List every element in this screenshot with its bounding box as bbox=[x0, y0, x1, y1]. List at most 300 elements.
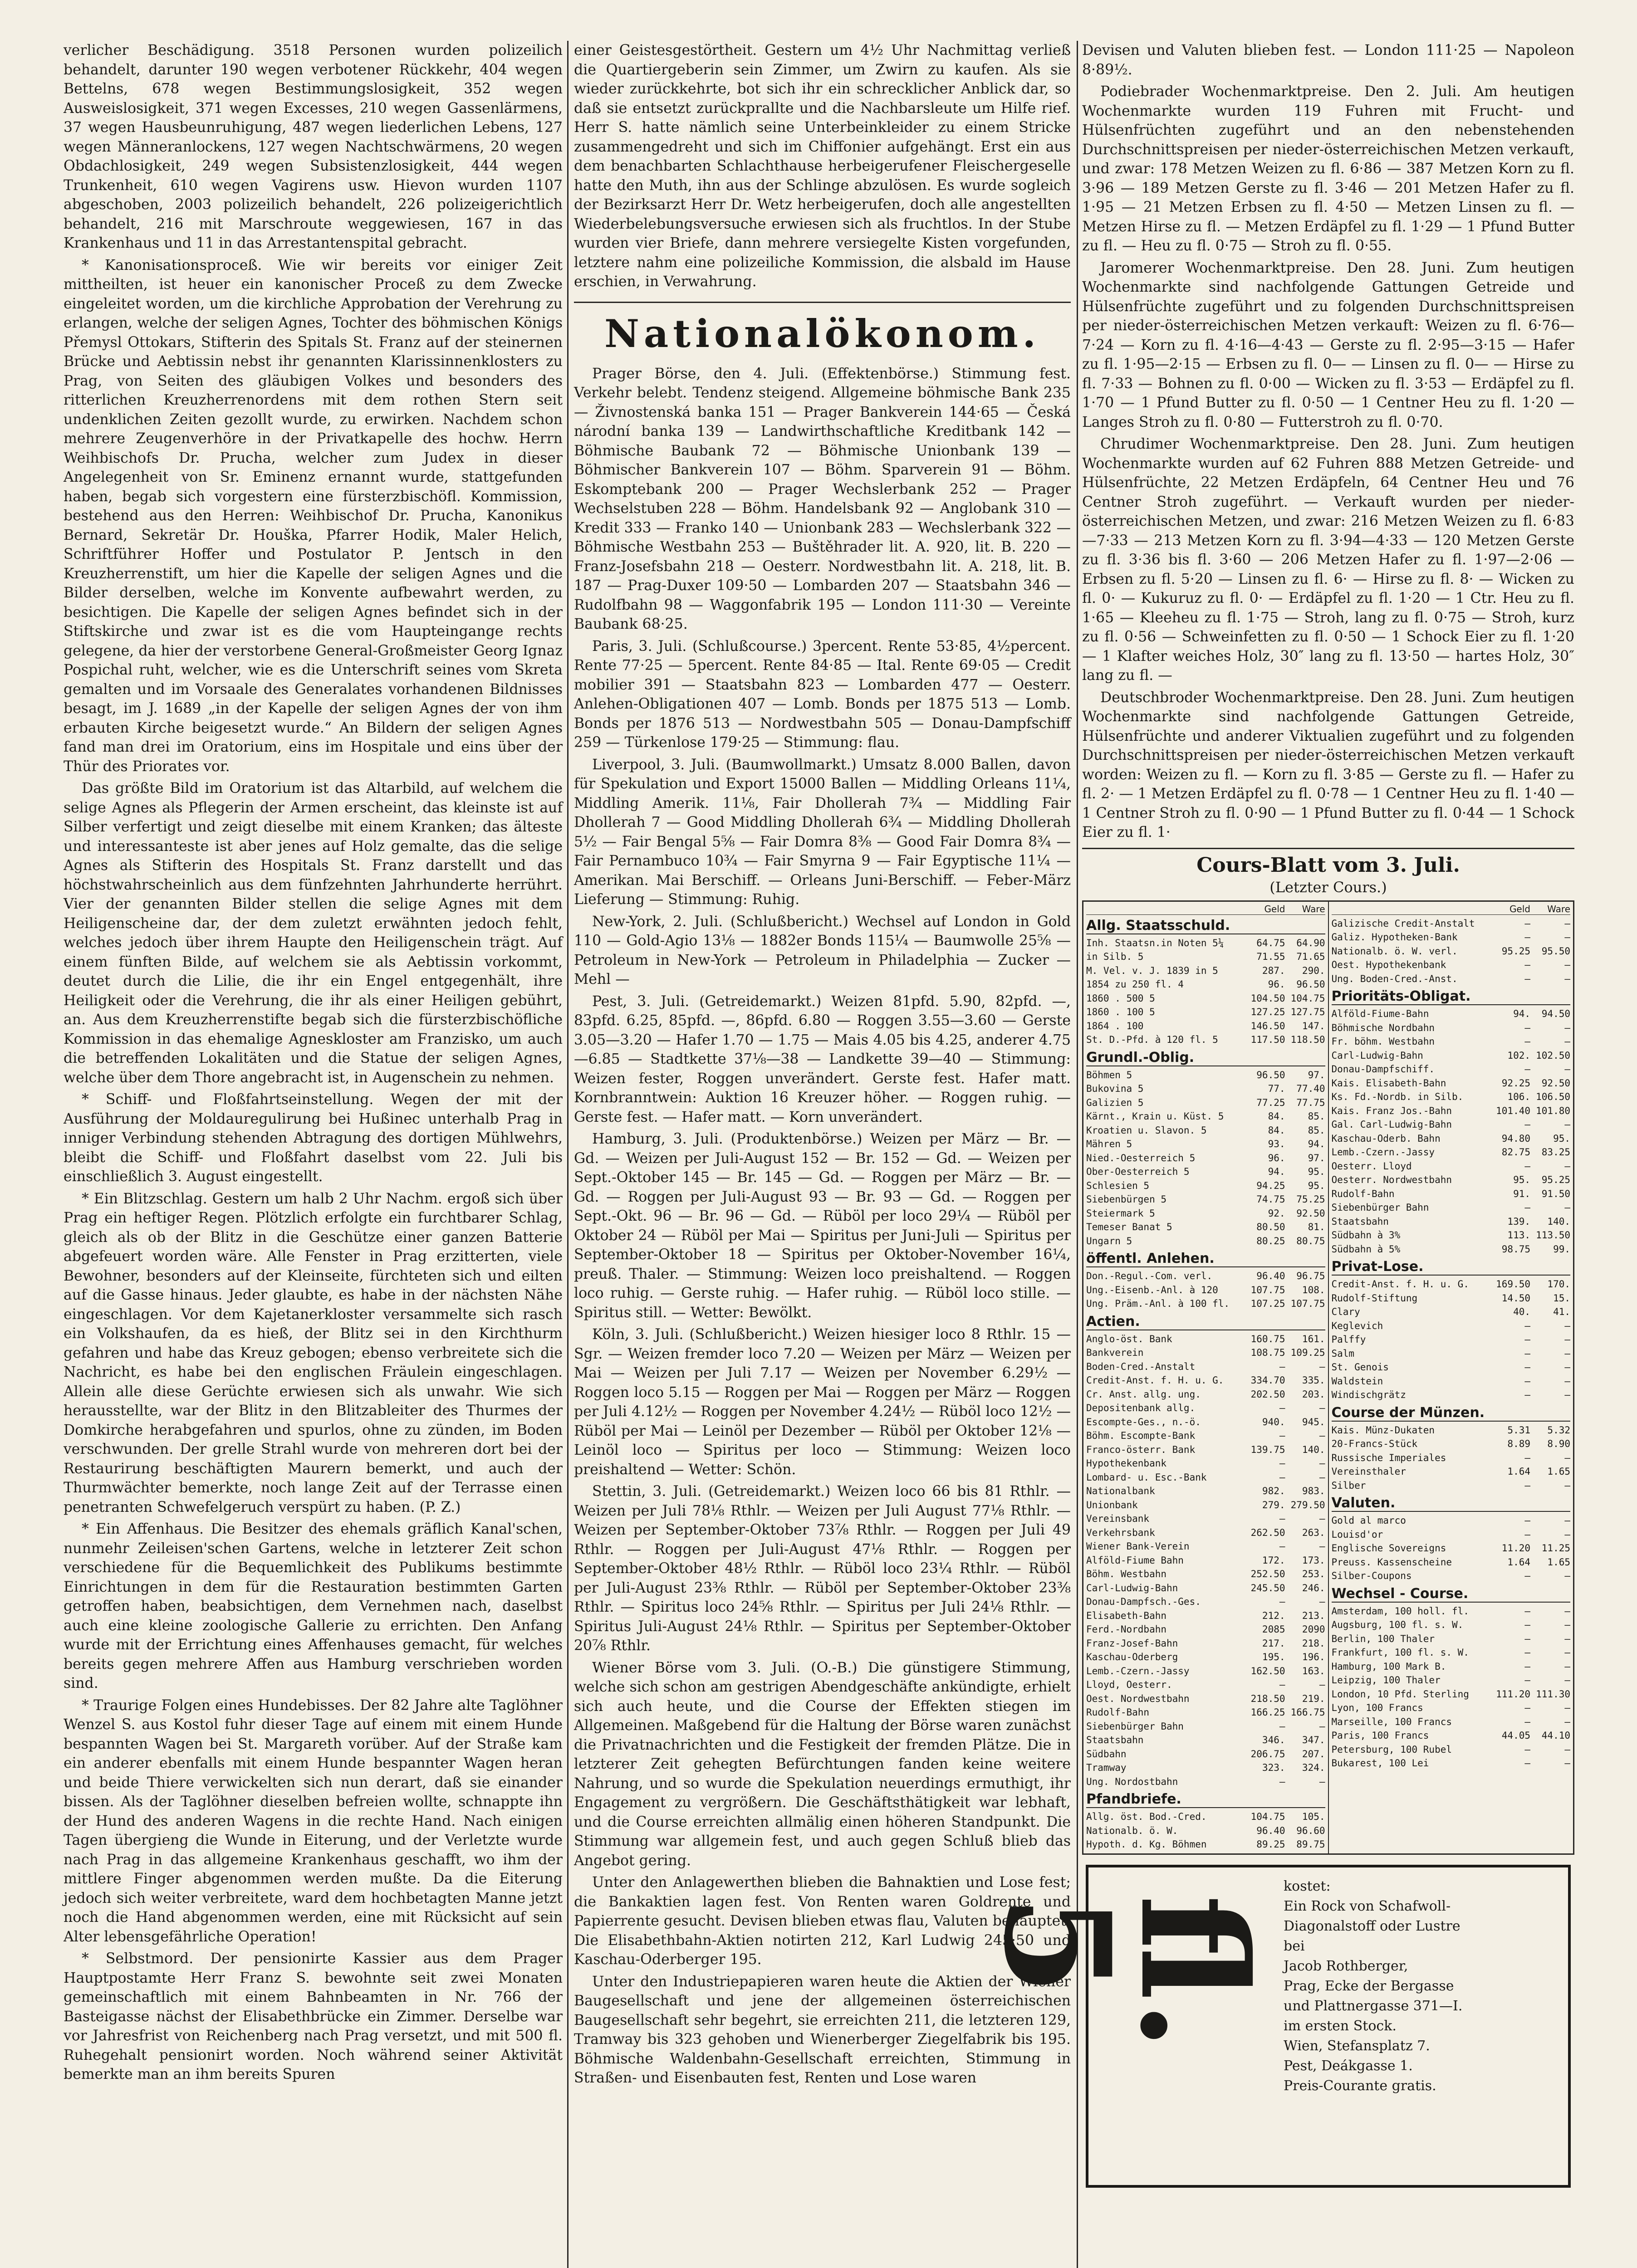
cours-name: Salm bbox=[1331, 1348, 1355, 1359]
cours-name: Staatsbahn bbox=[1331, 1216, 1389, 1227]
cours-ware: — bbox=[1564, 1675, 1570, 1686]
cours-row bbox=[1086, 1637, 1325, 1651]
cours-name: Clary bbox=[1331, 1306, 1360, 1317]
cours-ware: 96.75 bbox=[1296, 1271, 1325, 1281]
cours-name: London, 10 Pfd. Sterling bbox=[1331, 1688, 1469, 1700]
cours-geld: 94.80 bbox=[1501, 1133, 1530, 1144]
cours-row bbox=[1086, 1775, 1325, 1789]
cours-ware: 1.65 bbox=[1547, 1556, 1570, 1568]
cours-name: Oesterr. Lloyd bbox=[1331, 1160, 1412, 1172]
cours-row bbox=[1332, 1729, 1571, 1743]
cours-ware: — bbox=[1564, 918, 1570, 929]
ad-line: kostet: bbox=[1284, 1878, 1331, 1894]
cours-name: Wiener Bank-Verein bbox=[1086, 1541, 1190, 1552]
cours-row bbox=[1332, 1242, 1571, 1256]
cours-ware: 99. bbox=[1553, 1243, 1570, 1255]
cours-name: Elisabeth-Bahn bbox=[1086, 1610, 1167, 1621]
cours-ware: — bbox=[1319, 1721, 1325, 1732]
cours-ware: 2090 bbox=[1302, 1624, 1325, 1635]
cours-ware: — bbox=[1564, 1758, 1570, 1769]
cours-geld: 101.40 bbox=[1496, 1105, 1530, 1116]
cours-row bbox=[1332, 1618, 1571, 1632]
cours-geld: 96.40 bbox=[1256, 1825, 1285, 1836]
cours-geld: 287. bbox=[1262, 965, 1285, 976]
cours-geld: — bbox=[1524, 1452, 1530, 1463]
cours-section-heading: Course der Münzen. bbox=[1332, 1405, 1571, 1422]
cours-name: St. Genois bbox=[1331, 1362, 1389, 1373]
cours-geld: 195. bbox=[1262, 1652, 1285, 1662]
cours-name: Augsburg, 100 fl. s. W. bbox=[1331, 1619, 1464, 1630]
cours-geld: 96.40 bbox=[1256, 1271, 1285, 1281]
cours-ware: — bbox=[1564, 1348, 1570, 1359]
cours-name: Vereinsthaler bbox=[1331, 1466, 1406, 1477]
cours-row bbox=[1332, 1632, 1571, 1646]
cours-geld: 89.25 bbox=[1256, 1839, 1285, 1850]
cours-ware: 111.30 bbox=[1536, 1688, 1570, 1700]
cours-ware: 96.60 bbox=[1296, 1825, 1325, 1836]
cours-geld: 146.50 bbox=[1250, 1020, 1285, 1031]
cours-geld: 162.50 bbox=[1250, 1665, 1285, 1677]
cours-name: Nationalb. ö. W. verl. bbox=[1331, 945, 1458, 957]
cours-row bbox=[1332, 1104, 1571, 1118]
cours-geld: — bbox=[1279, 1776, 1285, 1787]
cours-geld: 74.75 bbox=[1256, 1194, 1285, 1205]
cours-geld: — bbox=[1279, 1458, 1285, 1469]
cours-name: Fr. böhm. Westbahn bbox=[1331, 1036, 1435, 1047]
cours-section-heading: Actien. bbox=[1086, 1314, 1325, 1330]
cours-geld: 218.50 bbox=[1250, 1693, 1285, 1704]
cours-geld: 166.25 bbox=[1250, 1707, 1285, 1718]
cours-name: Ung. Nordostbahn bbox=[1086, 1776, 1178, 1787]
cours-ware: 324. bbox=[1302, 1762, 1325, 1773]
cours-name: Windischgrätz bbox=[1331, 1389, 1406, 1400]
cours-row bbox=[1086, 1346, 1325, 1360]
cours-geld: — bbox=[1524, 1633, 1530, 1644]
cours-name: St. D.-Pfd. à 120 fl. 5 bbox=[1086, 1034, 1218, 1045]
cours-ware: 109.25 bbox=[1290, 1347, 1325, 1358]
cours-geld: 94.25 bbox=[1256, 1180, 1285, 1191]
cours-row bbox=[1332, 958, 1571, 972]
cours-geld: 323. bbox=[1262, 1762, 1285, 1773]
article-paragraph: verlicher Beschädigung. 3518 Personen wurden polizeilich behandelt, darunter 190 wegen verbotener Rückkehr, 404 wegen Bettelns, 678 wegen Bestimmungslosigkeit, 352 wegen Ausweislosigkeit, 371 wegen Excesses, 210 wegen Gassenlärmens, 37 wegen Hausbeunruhigung, 487 wegen liederlichen Lebens, 127 wegen Männeranlockens, 127 wegen Nachtschwärmens, 20 wegen Obdachlosigkeit, 249 wegen Subsistenzlosigkeit, 444 wegen Trunkenheit, 610 wegen Vagirens usw. Hievon wurden 1107 abgeschoben, 2003 polizeilich behandelt, 226 polizeigerichtlich behandelt, 216 mit Marschroute weggewiesen, 167 in das Krankenhaus und 11 in das Arrestantenspital gebracht. bbox=[64, 42, 563, 251]
cours-ware: 95. bbox=[1308, 1166, 1325, 1177]
cours-name: Ung. Boden-Cred.-Anst. bbox=[1331, 973, 1458, 984]
cours-geld: — bbox=[1524, 1515, 1530, 1526]
cours-ware: — bbox=[1564, 1389, 1570, 1400]
cours-ware: — bbox=[1564, 1036, 1570, 1047]
cours-geld: 96. bbox=[1268, 1152, 1285, 1163]
cours-name: Franz-Josef-Bahn bbox=[1086, 1637, 1178, 1649]
cours-ware: — bbox=[1564, 1529, 1570, 1540]
cours-ware: 196. bbox=[1302, 1652, 1325, 1662]
cours-ware: — bbox=[1319, 1471, 1325, 1483]
cours-ware: — bbox=[1564, 1334, 1570, 1345]
cours-row bbox=[1332, 1228, 1571, 1242]
cours-geld: — bbox=[1524, 1375, 1530, 1387]
cours-name: Lemb.-Czern.-Jassy bbox=[1331, 1147, 1435, 1158]
cours-blatt-subtitle: (Letzter Cours.) bbox=[1269, 878, 1387, 896]
cours-name: Credit-Anst. f. H. u. G. bbox=[1331, 1279, 1469, 1290]
cours-ware: — bbox=[1564, 1202, 1570, 1213]
cours-ware: 5.32 bbox=[1547, 1424, 1570, 1436]
cours-ware: 97. bbox=[1308, 1069, 1325, 1080]
cours-geld: — bbox=[1279, 1361, 1285, 1372]
cours-row bbox=[1086, 1526, 1325, 1540]
cours-ware: 91.50 bbox=[1541, 1188, 1570, 1199]
cours-row bbox=[1332, 1145, 1571, 1159]
cours-ware: 85. bbox=[1308, 1124, 1325, 1136]
cours-row bbox=[1332, 1646, 1571, 1660]
cours-row bbox=[1332, 1215, 1571, 1229]
cours-geld: 107.75 bbox=[1250, 1284, 1285, 1295]
cours-name: Galiz. Hypotheken-Bank bbox=[1331, 932, 1458, 943]
cours-geld: 5.31 bbox=[1507, 1424, 1530, 1436]
cours-geld: — bbox=[1279, 1513, 1285, 1524]
cours-row bbox=[1086, 1623, 1325, 1637]
cours-geld: 346. bbox=[1262, 1735, 1285, 1745]
cours-name: Rudolf-Stiftung bbox=[1331, 1292, 1418, 1304]
article-paragraph: * Selbstmord. Der pensionirte Kassier aus dem Prager Hauptpostamte Herr Franz S. bewohnte seit zwei Monaten gemeinschaftlich mit einem Bahnbeamten in Nr. 766 der Basteigasse nächst der Elisabethbrücke ein Zimmer. Derselbe war vor Jahresfrist von Reichenberg nach Prag versetzt, und mit 500 fl. Ruhegehalt pensionirt worden. Noch während seiner Aktivität bemerkte man an ihm bereits Spuren bbox=[64, 1950, 563, 2082]
cours-geld: — bbox=[1279, 1679, 1285, 1690]
cours-name: Louisd'or bbox=[1331, 1529, 1383, 1540]
cours-row bbox=[1332, 1541, 1571, 1555]
cours-row bbox=[1086, 1457, 1325, 1471]
cours-ware: — bbox=[1564, 1661, 1570, 1672]
cours-geld: — bbox=[1524, 1320, 1530, 1331]
cours-name: Waldstein bbox=[1331, 1375, 1383, 1387]
cours-name: Hypoth. d. Kg. Böhmen bbox=[1086, 1839, 1207, 1850]
cours-row bbox=[1332, 1201, 1571, 1215]
cours-ware: — bbox=[1564, 1515, 1570, 1526]
cours-row bbox=[1332, 1159, 1571, 1173]
page-body bbox=[64, 41, 1574, 2268]
cours-ware: 95. bbox=[1308, 1180, 1325, 1191]
cours-row bbox=[1332, 1388, 1571, 1402]
cours-ware: 218. bbox=[1302, 1637, 1325, 1649]
cours-ware: — bbox=[1564, 1362, 1570, 1373]
cours-row bbox=[1086, 1810, 1325, 1824]
cours-name: Oest. Nordwestbahn bbox=[1086, 1693, 1190, 1704]
cours-geld: — bbox=[1524, 959, 1530, 970]
column-divider bbox=[567, 41, 569, 2268]
cours-ware: 41. bbox=[1553, 1306, 1570, 1317]
cours-ware: — bbox=[1564, 1480, 1570, 1491]
cours-name: Mähren 5 bbox=[1086, 1139, 1132, 1149]
cours-row bbox=[1086, 978, 1325, 992]
cours-geld: 104.75 bbox=[1250, 1811, 1285, 1822]
cours-ware: — bbox=[1564, 1605, 1570, 1617]
cours-ware: 8.90 bbox=[1547, 1438, 1570, 1449]
cours-row bbox=[1086, 1664, 1325, 1678]
cours-name: Rudolf-Bahn bbox=[1086, 1707, 1150, 1718]
article-paragraph: Deutschbroder Wochenmarktpreise. Den 28. Juni. Zum heutigen Wochenmarkte sind nachfolgende Gattungen Getreide, Hülsenfrüchte und anderer Viktualien zugeführt und zu folgenden Durchschnittspreisen per nieder-österreichischen Metzen verkauft worden: Weizen zu fl. — Korn zu fl. 3·85 — Gerste zu fl. — Hafer zu fl. 2· — 1 Metzen Erdäpfel zu fl. 0·78 — 1 Centner Heu zu fl. 1·40 — 1 Centner Stroh zu fl. 0·90 — 1 Pfund Butter zu fl. 0·44 — 1 Schock Eier zu fl. 1· bbox=[1082, 689, 1574, 841]
cours-ware: 104.75 bbox=[1290, 992, 1325, 1004]
cours-row bbox=[1332, 1423, 1571, 1437]
cours-ware: — bbox=[1564, 973, 1570, 984]
cours-geld: — bbox=[1524, 1716, 1530, 1727]
cours-ware: 44.10 bbox=[1541, 1730, 1570, 1741]
cours-name: Bukovina 5 bbox=[1086, 1083, 1144, 1094]
cours-name: Böhm. Escompte-Bank bbox=[1086, 1430, 1196, 1441]
header-ware: Ware bbox=[1302, 903, 1325, 914]
cours-row bbox=[1332, 1305, 1571, 1319]
cours-ware: — bbox=[1564, 1619, 1570, 1630]
cours-row bbox=[1086, 1165, 1325, 1179]
cours-name: Böhm. Westbahn bbox=[1086, 1569, 1167, 1579]
cours-row bbox=[1332, 1347, 1571, 1361]
cours-name: Unionbank bbox=[1086, 1499, 1138, 1510]
cours-section-heading: Wechsel - Course. bbox=[1332, 1586, 1571, 1603]
cours-ware: 203. bbox=[1302, 1388, 1325, 1400]
cours-ware: 96.50 bbox=[1296, 979, 1325, 990]
cours-row bbox=[1332, 1333, 1571, 1347]
cours-ware: 71.65 bbox=[1296, 951, 1325, 962]
cours-name: Alföld-Fiume-Bahn bbox=[1331, 1008, 1429, 1019]
article-paragraph: Liverpool, 3. Juli. (Baumwollmarkt.) Umsatz 8.000 Ballen, davon für Spekulation und Export 15000 Ballen — Middling Orleans 11¼, Middling Amerik. 11⅛, Fair Dhollerah 7¾ — Middling Fair Dhollerah 7 — Good Middling Dhollerah 6¾ — Middling Dhollerah 5½ — Fair Bengal 5⅝ — Fair Domra 8⅜ — Good Fair Domra 8¾ — Fair Pernambuco 10¾ — Fair Smyrna 9 — Fair Egyptische 11¼ — Amerikan. Mai Berschiff. — Orleans Juni-Berschiff. — Feber-März Lieferung — Stimmung: Ruhig. bbox=[574, 756, 1071, 908]
cours-ware: — bbox=[1564, 1702, 1570, 1713]
article-paragraph: Paris, 3. Juli. (Schlußcourse.) 3percent. Rente 53·85, 4½percent. Rente 77·25 — 5percent. Rente 84·85 — Ital. Rente 69·05 — Credit mobilier 391 — Staatsbahn 823 — Lombarden 477 — Oesterr. Anlehen-Obligationen 407 — Lomb. Bonds per 1875 513 — Lomb. Bonds per 1876 513 — Nordwestbahn 505 — Donau-Dampfschiff 259 — Türkenlose 179·25 — Stimmung: flau. bbox=[574, 638, 1071, 751]
cours-ware: — bbox=[1564, 1375, 1570, 1387]
ad-price: fl. 5 bbox=[972, 1894, 1278, 2051]
cours-ware: 219. bbox=[1302, 1693, 1325, 1704]
cours-row bbox=[1086, 1498, 1325, 1512]
cours-geld: 108.75 bbox=[1250, 1347, 1285, 1358]
cours-ware: 140. bbox=[1302, 1444, 1325, 1455]
cours-name: Schlesien 5 bbox=[1086, 1180, 1150, 1191]
cours-ware: 92.50 bbox=[1296, 1207, 1325, 1219]
cours-row bbox=[1332, 1479, 1571, 1493]
cours-geld: 982. bbox=[1262, 1486, 1285, 1496]
cours-row bbox=[1086, 1733, 1325, 1747]
cours-geld: — bbox=[1524, 1570, 1530, 1581]
cours-section-heading: Pfandbriefe. bbox=[1086, 1791, 1325, 1808]
advertisement-rothberger bbox=[972, 1865, 1571, 2188]
cours-row bbox=[1086, 1068, 1325, 1082]
cours-name: Bankverein bbox=[1086, 1347, 1144, 1358]
cours-ware: 173. bbox=[1302, 1554, 1325, 1566]
cours-ware: 77.40 bbox=[1296, 1083, 1325, 1094]
cours-table-right bbox=[1329, 902, 1573, 1853]
cours-ware: — bbox=[1319, 1403, 1325, 1413]
cours-ware: — bbox=[1564, 1160, 1570, 1172]
article-paragraph: Devisen und Valuten blieben fest. — London 111·25 — Napoleon 8·89½. bbox=[1082, 42, 1574, 78]
cours-row bbox=[1332, 1701, 1571, 1715]
cours-row bbox=[1332, 1090, 1571, 1104]
cours-geld: 96. bbox=[1268, 979, 1285, 990]
cours-name: 1860 . 500 5 bbox=[1086, 992, 1155, 1004]
cours-row bbox=[1332, 1187, 1571, 1201]
cours-geld: 14.50 bbox=[1501, 1292, 1530, 1304]
cours-row bbox=[1086, 1429, 1325, 1443]
cours-row bbox=[1332, 1756, 1571, 1770]
cours-row bbox=[1332, 1118, 1571, 1132]
cours-geld: — bbox=[1524, 1647, 1530, 1658]
cours-name: Preuss. Kassenscheine bbox=[1331, 1556, 1452, 1568]
cours-geld: — bbox=[1279, 1403, 1285, 1413]
cours-name: 20-Francs-Stück bbox=[1331, 1438, 1418, 1449]
cours-name: M. Vel. v. J. 1839 in 5 bbox=[1086, 965, 1218, 976]
cours-ware: 101.80 bbox=[1536, 1105, 1570, 1116]
cours-row bbox=[1086, 1443, 1325, 1457]
cours-geld: 139. bbox=[1507, 1216, 1530, 1227]
cours-ware: 81. bbox=[1308, 1222, 1325, 1232]
cours-geld: 71.55 bbox=[1256, 951, 1285, 962]
cours-geld: 245.50 bbox=[1250, 1582, 1285, 1593]
cours-ware: 983. bbox=[1302, 1486, 1325, 1496]
cours-ware: — bbox=[1564, 932, 1570, 943]
cours-name: Galizien 5 bbox=[1086, 1097, 1144, 1108]
cours-name: Amsterdam, 100 holl. fl. bbox=[1331, 1605, 1469, 1617]
cours-name: Vereinsbank bbox=[1086, 1513, 1150, 1524]
cours-geld: 8.89 bbox=[1507, 1438, 1530, 1449]
ad-line: Preis-Courante gratis. bbox=[1284, 2077, 1436, 2094]
cours-row bbox=[1332, 944, 1571, 958]
cours-row bbox=[1332, 1569, 1571, 1583]
cours-geld: 1.64 bbox=[1507, 1556, 1530, 1568]
cours-name: Ungarn 5 bbox=[1086, 1235, 1132, 1246]
cours-geld: 84. bbox=[1268, 1111, 1285, 1122]
cours-ware: 102.50 bbox=[1536, 1050, 1570, 1061]
cours-ware: 166.75 bbox=[1290, 1707, 1325, 1718]
cours-ware: — bbox=[1564, 1064, 1570, 1075]
cours-row bbox=[1086, 1283, 1325, 1297]
cours-geld: 160.75 bbox=[1250, 1333, 1285, 1344]
cours-geld: 84. bbox=[1268, 1124, 1285, 1136]
cours-row bbox=[1332, 1007, 1571, 1021]
cours-row bbox=[1332, 930, 1571, 944]
cours-name: Lemb.-Czern.-Jassy bbox=[1086, 1665, 1190, 1677]
cours-row bbox=[1086, 964, 1325, 978]
cours-geld: 11.20 bbox=[1501, 1543, 1530, 1554]
article-paragraph: * Ein Blitzschlag. Gestern um halb 2 Uhr Nachm. ergoß sich über Prag ein heftiger Regen. Plötzlich erfolgte ein furchtbarer Schlag, gleich als ob der Blitz in die Geschütze einer ganzen Batterie abgefeuert worden wäre. Alle Fenster in Prag erzitterten, viele Bewohner, besonders auf der Kleinseite, fürchteten sich und eilten auf die Gasse hinaus. Jeder glaubte, es habe in der nächsten Nähe eingeschlagen. Vor dem Kajetanerkloster versammelte sich rasch ein Volkshaufen, da es hieß, der Blitz sei in den Kirchthurm gefahren und habe das Kreuz gebogen; ebenso verbreitete sich die Nachricht, es habe bei den englischen Fräulein eingeschlagen. Allein alle diese Gerüchte erwiesen sich als unwahr. Wie sich herausstellte, war der Blitz in den Blitzableiter des Thurmes der Domkirche herabgefahren und spurlos, ohne zu zünden, im Boden verschwunden. Der grelle Strahl wurde von mehreren dort bei der Restaurirung beschäftigten Maurern bemerkt, und auch der Thurmwächter bemerkte, noch lange Zeit auf der Terrasse einen penetranten Schwefelgeruch verspürt zu haben. (P. Z.) bbox=[64, 1190, 563, 1515]
cours-geld: 80.25 bbox=[1256, 1235, 1285, 1246]
cours-row bbox=[1332, 1062, 1571, 1076]
cours-geld: 80.50 bbox=[1256, 1222, 1285, 1232]
cours-row bbox=[1086, 1747, 1325, 1761]
cours-geld: — bbox=[1524, 1064, 1530, 1075]
cours-name: Temeser Banat 5 bbox=[1086, 1222, 1172, 1232]
cours-ware: — bbox=[1564, 1716, 1570, 1727]
cours-ware: 263. bbox=[1302, 1527, 1325, 1538]
cours-geld: 94. bbox=[1268, 1166, 1285, 1177]
cours-row bbox=[1086, 1838, 1325, 1852]
cours-row bbox=[1332, 1528, 1571, 1542]
cours-geld: — bbox=[1524, 973, 1530, 984]
cours-geld: — bbox=[1524, 1744, 1530, 1755]
cours-ware: 108. bbox=[1302, 1284, 1325, 1295]
cours-name: Escompte-Ges., n.-ö. bbox=[1086, 1416, 1201, 1427]
cours-row bbox=[1086, 1124, 1325, 1138]
cours-ware: 207. bbox=[1302, 1748, 1325, 1760]
cours-name: Oest. Hypothekenbank bbox=[1331, 959, 1446, 970]
cours-row bbox=[1086, 1401, 1325, 1415]
cours-row bbox=[1086, 1484, 1325, 1498]
cours-name: Paris, 100 Francs bbox=[1331, 1730, 1429, 1741]
cours-name: Alföld-Fiume Bahn bbox=[1086, 1554, 1184, 1566]
cours-name: Kais. Franz Jos.-Bahn bbox=[1331, 1105, 1452, 1116]
cours-ware: 92.50 bbox=[1541, 1077, 1570, 1089]
cours-geld: 92.25 bbox=[1501, 1077, 1530, 1089]
cours-ware: 106.50 bbox=[1536, 1091, 1570, 1102]
cours-row bbox=[1332, 1049, 1571, 1063]
cours-ware: — bbox=[1319, 1361, 1325, 1372]
cours-ware: 95.50 bbox=[1541, 945, 1570, 957]
cours-geld: — bbox=[1524, 1480, 1530, 1491]
cours-section-heading: Prioritäts-Obligat. bbox=[1332, 988, 1571, 1005]
cours-row bbox=[1086, 1297, 1325, 1311]
article-paragraph: Chrudimer Wochenmarktpreise. Den 28. Juni. Zum heutigen Wochenmarkte wurden auf 62 Fuhren 888 Metzen Getreide- und Hülsenfrüchte, 22 Metzen Erdäpfeln, 64 Centner Heu und 76 Centner Stroh zugeführt. — Verkauft wurden per nieder-österreichischen Metzen, und zwar: 216 Metzen Weizen zu fl. 6·83—7·33 — 213 Metzen Korn zu fl. 3·94—4·33 — 120 Metzen Gerste zu fl. 3·36 bis fl. 3·60 — 206 Metzen Hafer zu fl. 1·97—2·06 — Erbsen zu fl. 5·20 — Linsen zu fl. 6· — Hirse zu fl. 8· — Wicken zu fl. 0· — Kukuruz zu fl. 0· — Erdäpfel zu fl. 1·20 — 1 Ctr. Heu zu fl. 1·65 — Kleeheu zu fl. 1·75 — Stroh, lang zu fl. 0·75 — Stroh, kurz zu fl. 0·56 — Schweinfetten zu fl. 0·50 — 1 Schock Eier zu fl. 1·20 — 1 Klafter weiches Holz, 30″ lang zu fl. 13·50 — hartes Holz, 30″ lang zu fl. — bbox=[1082, 436, 1574, 684]
cours-name: Nationalbank bbox=[1086, 1486, 1155, 1496]
cours-ware: — bbox=[1319, 1596, 1325, 1607]
cours-geld: — bbox=[1524, 1022, 1530, 1033]
cours-geld: — bbox=[1279, 1471, 1285, 1483]
cours-geld: 202.50 bbox=[1250, 1388, 1285, 1400]
cours-geld: 206.75 bbox=[1250, 1748, 1285, 1760]
cours-row bbox=[1332, 1451, 1571, 1465]
header-ware: Ware bbox=[1547, 903, 1570, 914]
cours-row bbox=[1086, 1706, 1325, 1720]
cours-ware: 77.75 bbox=[1296, 1097, 1325, 1108]
cours-ware: — bbox=[1564, 959, 1570, 970]
cours-row bbox=[1332, 1291, 1571, 1305]
cours-ware: — bbox=[1319, 1776, 1325, 1787]
cours-ware: 170. bbox=[1547, 1279, 1570, 1290]
cours-name: Anglo-öst. Bank bbox=[1086, 1333, 1172, 1344]
cours-row bbox=[1332, 1360, 1571, 1374]
cours-row bbox=[1086, 1207, 1325, 1221]
cours-row bbox=[1332, 972, 1571, 986]
cours-ware: 94.50 bbox=[1541, 1008, 1570, 1019]
article-paragraph: Wiener Börse vom 3. Juli. (O.-B.) Die günstigere Stimmung, welche sich schon am gestrigen Abendgeschäfte ankündigte, erhielt sich auch heute, und die Course der Effekten stiegen im Allgemeinen. Maßgebend für die Haltung der Börse waren zunächst die Privatnachrichten und die Festigkeit der fremden Plätze. Die in letzterer Zeit gehegten Befürchtungen fanden keine weitere Nahrung, und so wurde die Spekulation neuerdings ermuthigt, ihr Engagement zu vergrößern. Die Geschäftsthätigkeit war lebhaft, und die Course erreichten allmälig einen höheren Standpunkt. Die Stimmung war allgemein fest, und auch gegen Schluß blieb das Angebot gering. bbox=[574, 1659, 1071, 1869]
cours-ware: 335. bbox=[1302, 1375, 1325, 1386]
cours-name: Rudolf-Bahn bbox=[1331, 1188, 1395, 1199]
column-markets bbox=[972, 41, 1574, 2268]
cours-name: Carl-Ludwig-Bahn bbox=[1086, 1582, 1178, 1593]
cours-ware: 213. bbox=[1302, 1610, 1325, 1621]
cours-name: Berlin, 100 Thaler bbox=[1331, 1633, 1435, 1644]
cours-name: Südbahn à 3% bbox=[1331, 1230, 1401, 1241]
cours-row bbox=[1086, 1609, 1325, 1623]
cours-name: Carl-Ludwig-Bahn bbox=[1331, 1050, 1423, 1061]
cours-geld: — bbox=[1524, 1119, 1530, 1130]
cours-geld: 98.75 bbox=[1501, 1243, 1530, 1255]
cours-name: Keglevich bbox=[1331, 1320, 1383, 1331]
cours-ware: — bbox=[1319, 1541, 1325, 1552]
cours-row bbox=[1086, 1269, 1325, 1283]
cours-table-left bbox=[1083, 902, 1329, 1853]
cours-name: Kärnt., Krain u. Küst. 5 bbox=[1086, 1111, 1224, 1122]
cours-ware: — bbox=[1319, 1458, 1325, 1469]
cours-ware: — bbox=[1319, 1679, 1325, 1690]
cours-row bbox=[1086, 1388, 1325, 1402]
cours-name: Silber bbox=[1331, 1480, 1366, 1491]
cours-ware: 95.25 bbox=[1541, 1174, 1570, 1185]
cours-name: Don.-Regul.-Com. verl. bbox=[1086, 1271, 1213, 1281]
cours-name: Ferd.-Nordbahn bbox=[1086, 1624, 1167, 1635]
cours-row bbox=[1086, 1374, 1325, 1388]
cours-row bbox=[1086, 1193, 1325, 1207]
article-paragraph: * Schiff- und Floßfahrtseinstellung. Wegen der mit der Ausführung der Moldauregulirung bei Hußinec unterhalb Prag in inniger Verbindung stehenden Abtragung des dortigen Mühlwehrs, bleibt die Schiff- und Floßfahrt daselbst vom 22. Juli bis einschließlich 3. August eingestellt. bbox=[64, 1091, 563, 1185]
ad-line: Pest, Deákgasse 1. bbox=[1284, 2058, 1413, 2074]
cours-geld: — bbox=[1524, 1389, 1530, 1400]
cours-geld: 44.05 bbox=[1501, 1730, 1530, 1741]
article-paragraph: Unter den Anlagewerthen blieben die Bahnaktien und Lose fest; die Bankaktien lagen fest. Von Renten waren Goldrente und Papierrente gesucht. Devisen blieben etwas flau, Valuten behauptet. Die Elisabethbahn-Aktien notirten 212, Karl Ludwig 245·50 und Kaschau-Oderberger 195. bbox=[574, 1874, 1071, 1968]
cours-row bbox=[1086, 1096, 1325, 1110]
ad-line: bei bbox=[1284, 1938, 1305, 1954]
article-paragraph: Köln, 3. Juli. (Schlußbericht.) Weizen hiesiger loco 8 Rthlr. 15 — Sgr. — Weizen fremder loco 7.20 — Weizen per März — Weizen per Mai — Weizen per Juli 7.17 — Weizen per November 6.29½ — Roggen loco 5.15 — Roggen per Mai — Roggen per März — Roggen per Juli 4.12½ — Roggen per November 4.24½ — Rüböl loco 12½ — Rüböl per Mai — Leinöl per Dezember — Rüböl per Oktober 12⅛ — Leinöl loco — Spiritus per loco — Stimmung: Weizen loco preishaltend — Wetter: Schön. bbox=[574, 1326, 1071, 1478]
cours-geld: 940. bbox=[1262, 1416, 1285, 1427]
cours-name: Steiermark 5 bbox=[1086, 1207, 1155, 1219]
